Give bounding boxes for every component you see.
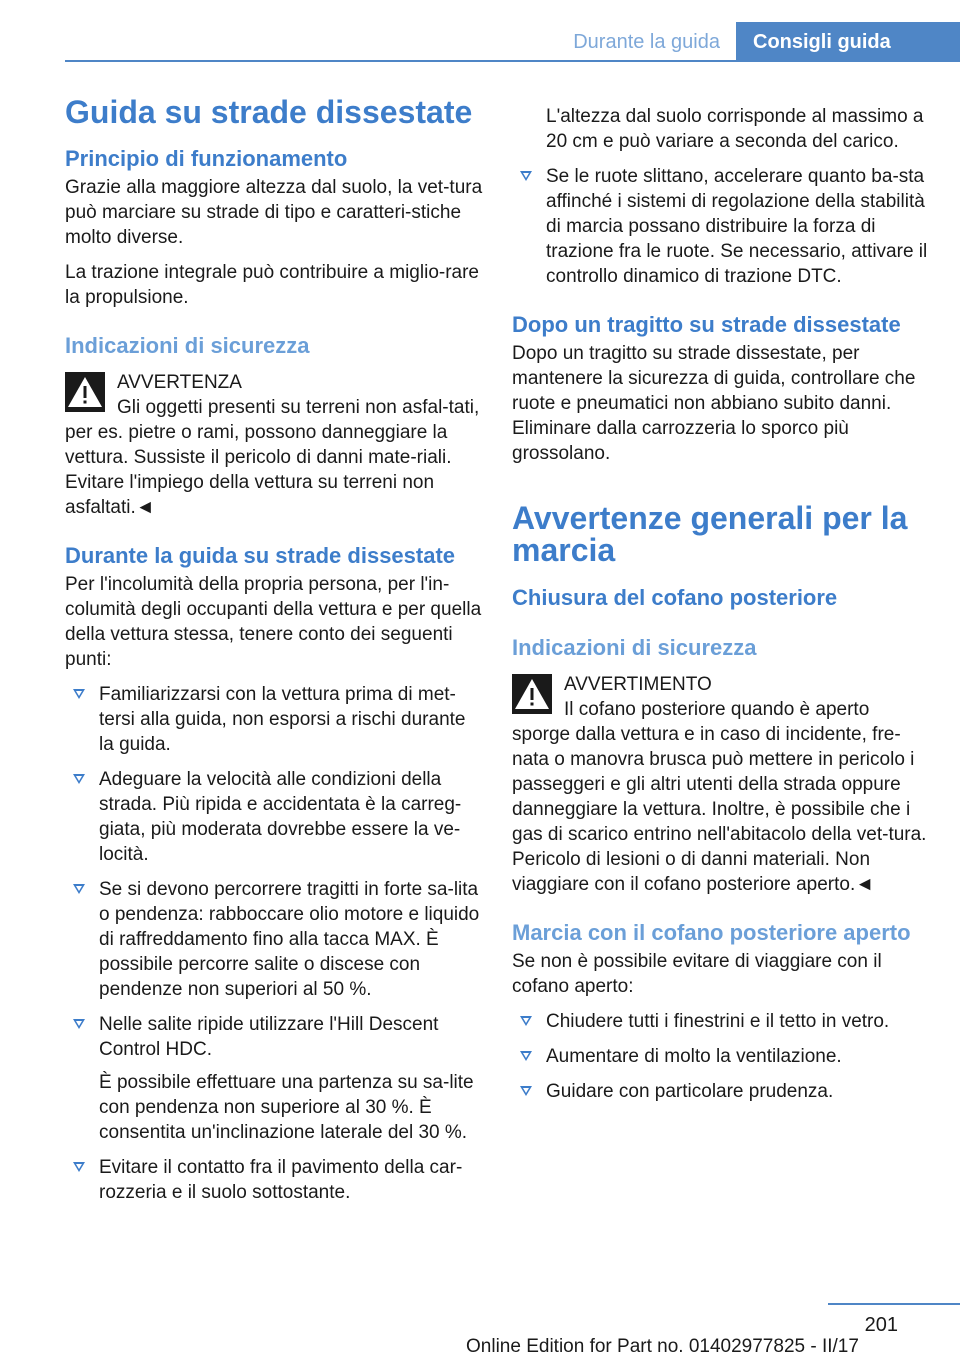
bullet-arrow-icon <box>73 774 85 784</box>
continuation-paragraph: L'altezza dal suolo corrisponde al massimo a 20 cm e può variare a seconda del carico. <box>546 106 924 152</box>
open-hood-intro: Se non è possibile evitare di viaggiare con il cofano aperto: <box>512 951 882 997</box>
warning-label: AVVERTIMENTO <box>564 674 712 695</box>
bullet-arrow-icon <box>520 1016 532 1026</box>
driving-heading: Durante la guida su strade dissestate <box>65 543 456 568</box>
safety-heading: Indicazioni di sicurezza <box>65 333 310 358</box>
list-item: Guidare con particolare prudenza. <box>512 1079 932 1104</box>
list-item: Chiudere tutti i finestrini e il tetto in vetro. <box>512 1009 932 1034</box>
bullet-arrow-icon <box>73 1162 85 1172</box>
bullet-arrow-icon <box>73 1019 85 1029</box>
bullet-arrow-icon <box>520 171 532 181</box>
list-item: Adeguare la velocità alle condizioni della strada. Più ripida e accidentata è la carreg-giata, più moderata dovrebbe essere la ve-locità. <box>65 767 483 867</box>
general-title: Avvertenze generali per la marcia <box>512 500 908 568</box>
after-driving-paragraph: Dopo un tragitto su strade dissestate, per mantenere la sicurezza di guida, controllare che ruote e pneumatici non abbiano subito danni. Eliminare dalla carrozzeria lo sporco più grossolano. <box>512 343 916 464</box>
warning-label: AVVERTENZA <box>117 372 242 393</box>
list-item: Se si devono percorrere tragitti in forte sa-lita o pendenza: rabboccare olio motore e liquido di raffreddamento fino alla tacca MAX. È possibile percorre salite o discese con pendenze non superiori al 50 %. <box>65 877 483 1002</box>
bullet-arrow-icon <box>73 884 85 894</box>
principle-paragraph-1: Grazie alla maggiore altezza dal suolo, la vet-tura può marciare su strade di tipo e caratteri-stiche molto diverse. <box>65 177 483 248</box>
hood-safety-heading: Indicazioni di sicurezza <box>512 635 757 660</box>
list-item: Evitare il contatto fra il pavimento della car-rozzeria e il suolo sottostante. <box>65 1155 483 1205</box>
warning-text: Gli oggetti presenti su terreni non asfal-tati, per es. pietre o rami, possono danneggiare la vettura. Sussiste il pericolo di danni mate-riali. Evitare l'impiego della vettura su terreni non asfaltati.◄ <box>65 397 480 518</box>
bullet-arrow-icon <box>73 689 85 699</box>
header-rule <box>65 60 960 62</box>
page-number: 201 <box>864 1314 898 1336</box>
list-item: Aumentare di molto la ventilazione. <box>512 1044 932 1069</box>
list-item: Se le ruote slittano, accelerare quanto ba-sta affinché i sistemi di regolazione della stabilità di marcia possano distribuire la forza di trazione fra le ruote. Se necessario, attivare il controllo dinamico di trazione DTC. <box>512 164 932 289</box>
hood-warning-block <box>512 672 932 897</box>
list-item: Familiarizzarsi con la vettura prima di met-tersi alla guida, non esporsi a rischi durante la guida. <box>65 682 483 757</box>
driving-list <box>65 682 483 1205</box>
open-hood-heading: Marcia con il cofano posteriore aperto <box>512 920 911 945</box>
warning-icon <box>512 674 552 714</box>
open-hood-list <box>512 1009 932 1104</box>
bullet-arrow-icon <box>520 1086 532 1096</box>
header-section-tab[interactable]: Durante la guida <box>520 22 734 62</box>
hood-heading: Chiusura del cofano posteriore <box>512 585 838 610</box>
section-title: Guida su strade dissestate <box>65 94 473 130</box>
list-item-subparagraph: È possibile effettuare una partenza su sa-lite con pendenza non superiore al 30 %. È consentita un'inclinazione laterale del 30 %. <box>99 1072 474 1143</box>
continued-list <box>512 164 932 289</box>
warning-icon <box>65 372 105 412</box>
warning-block <box>65 370 483 520</box>
footer-rule <box>828 1303 960 1305</box>
right-column <box>512 104 932 1114</box>
after-driving-heading: Dopo un tragitto su strade dissestate <box>512 312 901 337</box>
bullet-arrow-icon <box>520 1051 532 1061</box>
warning-text: Il cofano posteriore quando è aperto sporge dalla vettura e in caso di incidente, fre-nata o manovra brusca può mettere in pericolo i passeggeri e gli altri utenti della strada oppure danneggiare la vettura. Inoltre, è possibile che i gas di scarico entrino nell'abitacolo della vet-tura. Pericolo di lesioni o di danni materiali. Non viaggiare con il cofano posteriore aperto.◄ <box>512 699 927 895</box>
list-item: Nelle salite ripide utilizzare l'Hill Descent Control HDC. È possibile effettuare una partenza su sa-lite con pendenza non superiore al 30 %. È consentita un'inclinazione laterale del 30 %. <box>65 1012 483 1145</box>
driving-intro: Per l'incolumità della propria persona, per l'in-columità degli occupanti della vettura e per quella della vettura stessa, tenere conto dei seguenti punti: <box>65 574 482 670</box>
edition-note: Online Edition for Part no. 01402977825 - II/17 <box>466 1336 859 1357</box>
header-chapter-tab[interactable]: Consigli guida <box>736 22 960 62</box>
left-column <box>65 95 483 1215</box>
principle-heading: Principio di funzionamento <box>65 146 348 171</box>
principle-paragraph-2: La trazione integrale può contribuire a miglio-rare la propulsione. <box>65 262 480 308</box>
